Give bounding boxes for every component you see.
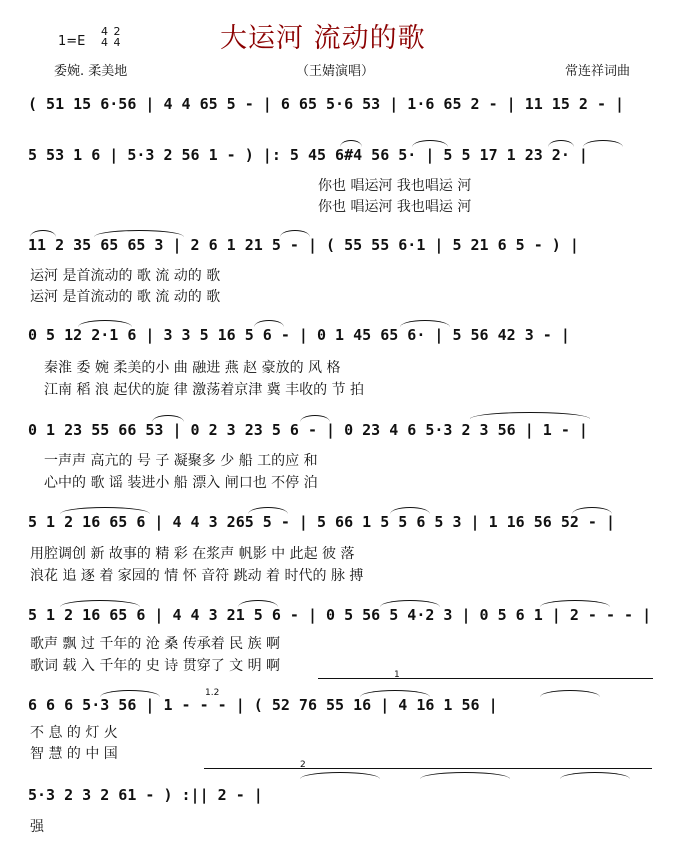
score-row-7: 5 1 2 16 65 6 | 4 4 3 21 5 6 - | 0 5 56 5 4·2 3 | 0 5 6 1 | 2 - - - | (28, 606, 652, 624)
slur (380, 600, 440, 607)
meter-a-bottom: 4 (101, 36, 108, 49)
lyric-row-6-verse-2: 浪花 追 逐 着 家园的 情 怀 音符 跳动 着 时代的 脉 搏 (30, 568, 364, 584)
meter-b-top: 2 (113, 25, 121, 38)
lyric-row-5-verse-2: 心中的 歌 谣 装进小 船 漂入 闸口也 不停 泊 (44, 475, 318, 491)
volta-repeat-label: 1.2 (205, 688, 220, 698)
slur (420, 772, 510, 779)
score-row-3: 11 2 35 65 65 3 | 2 6 1 21 5 - | ( 55 55 6·1 | 5 21 6 5 - ) | (28, 236, 579, 254)
key-signature: 1=E (58, 34, 86, 49)
slur (94, 230, 184, 237)
composer-credit: 常连祥词曲 (565, 64, 631, 79)
slur (60, 507, 150, 514)
slur (540, 690, 600, 697)
lyric-row-5-verse-1: 一声声 高亢的 号 子 凝聚多 少 船 工的应 和 (44, 453, 318, 469)
score-row-9: 5·3 2 3 2 61 - ) :|| 2 - | (28, 786, 263, 804)
lyric-row-4-verse-1: 秦淮 委 婉 柔美的小 曲 融进 燕 赵 豪放的 风 格 (44, 360, 341, 376)
slur (400, 320, 450, 327)
slur (470, 412, 590, 419)
meter-a-top: 4 (101, 25, 108, 38)
score-row-5: 0 1 23 55 66 53 | 0 2 3 23 5 6 - | 0 23 4 6 5·3 2 3 56 | 1 - | (28, 421, 588, 439)
slur (300, 772, 380, 779)
lyric-row-2-verse-1: 你也 唱运河 我也唱运 河 (318, 178, 472, 194)
slur (340, 140, 362, 147)
lyric-row-8-verse-2: 智 慧 的 中 国 (30, 746, 118, 762)
score-row-4: 0 5 12 2·1 6 | 3 3 5 16 5 6 - | 0 1 45 65 6· | 5 56 42 3 - | (28, 326, 570, 344)
score-row-2: 5 53 1 6 | 5·3 2 56 1 - ) |: 5 45 6#4 56 5· | 5 5 17 1 23 2· | (28, 146, 588, 164)
slur (360, 690, 430, 697)
lyric-row-3-verse-2: 运河 是首流动的 歌 流 动的 歌 (30, 289, 221, 305)
slur (78, 320, 132, 327)
slur (100, 690, 160, 697)
slur (412, 140, 448, 147)
score-row-1: ( 51 15 6·56 | 4 4 65 5 - | 6 65 5·6 53 | 1·6 65 2 - | 11 15 2 - | (28, 95, 625, 113)
volta-2-label: 2 (300, 760, 306, 770)
lyric-row-8-verse-1: 不 息 的 灯 火 (30, 725, 118, 741)
slur (548, 140, 574, 147)
slur (238, 600, 278, 607)
singer-credit: （王婧演唱） (296, 64, 375, 79)
lyric-row-4-verse-2: 江南 稻 浪 起伏的旋 律 激荡着京津 冀 丰收的 节 拍 (44, 382, 365, 398)
slur (254, 320, 284, 327)
time-signature (101, 26, 123, 48)
slur (248, 507, 288, 514)
lyric-row-7-verse-1: 歌声 飘 过 千年的 沧 桑 传承着 民 族 啊 (30, 636, 281, 652)
score-row-6: 5 1 2 16 65 6 | 4 4 3 265 5 - | 5 66 1 5 5 6 5 3 | 1 16 56 52 - | (28, 513, 615, 531)
volta-1-bracket (318, 678, 653, 679)
meter-b-bottom: 4 (113, 36, 121, 49)
slur (583, 140, 623, 147)
slur (572, 507, 612, 514)
lyric-row-2-verse-2: 你也 唱运河 我也唱运 河 (318, 199, 472, 215)
slur (60, 600, 140, 607)
slur (152, 415, 184, 422)
lyric-row-3-verse-1: 运河 是首流动的 歌 流 动的 歌 (30, 268, 221, 284)
volta-1-label: 1 (394, 670, 400, 680)
lyric-row-7-verse-2: 歌词 载 入 千年的 史 诗 贯穿了 文 明 啊 (30, 658, 281, 674)
score-row-8: 6 6 6 5·3 56 | 1 - - - | ( 52 76 55 16 | 4 16 1 56 | (28, 696, 498, 714)
lyric-row-9-verse-1: 强 (30, 819, 44, 835)
expression-mark: 委婉. 柔美地 (54, 64, 128, 79)
volta-2-bracket (204, 768, 652, 769)
slur (540, 600, 610, 607)
song-title: 大运河 流动的歌 (220, 23, 426, 54)
slur (280, 230, 310, 237)
slur (300, 415, 330, 422)
lyric-row-6-verse-1: 用腔调创 新 故事的 精 彩 在浆声 帆影 中 此起 彼 落 (30, 546, 355, 562)
slur (390, 507, 430, 514)
slur (30, 230, 56, 237)
slur (560, 772, 630, 779)
